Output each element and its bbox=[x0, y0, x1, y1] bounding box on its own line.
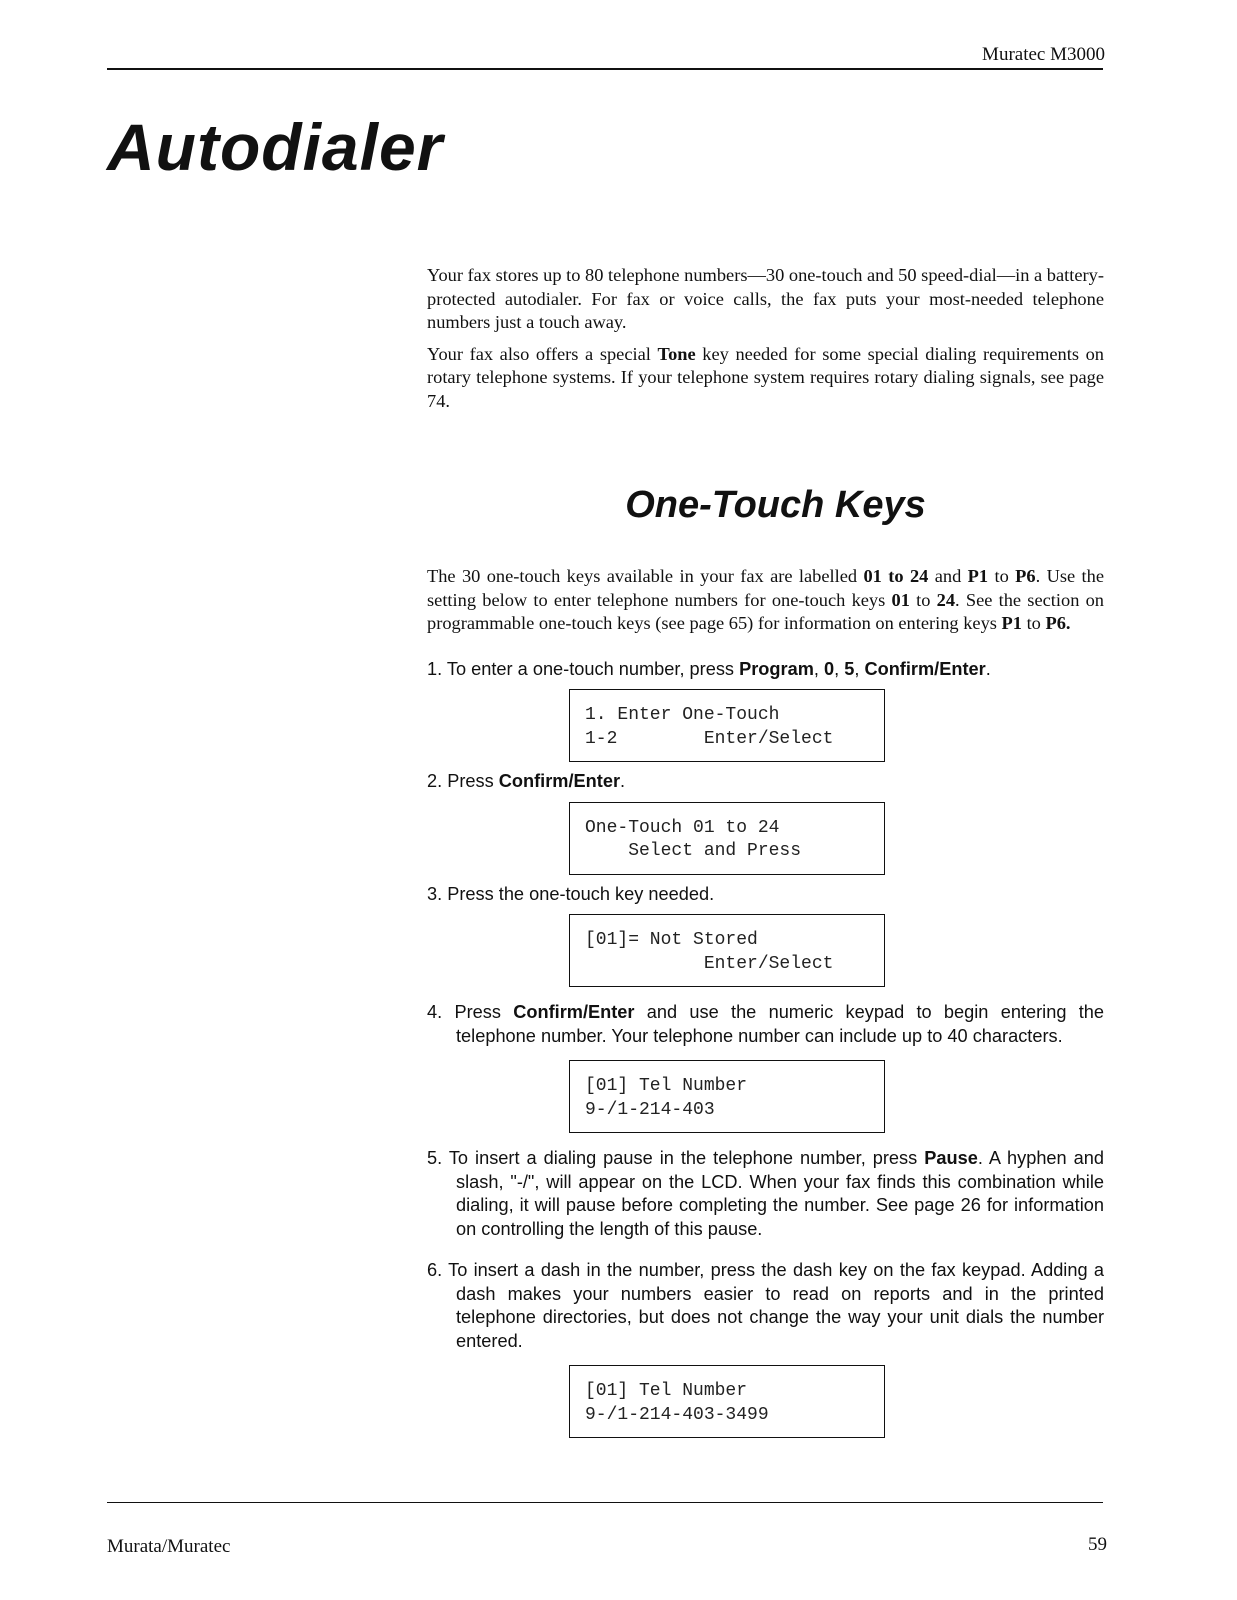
lcd-line: 9-/1-214-403 bbox=[585, 1099, 715, 1120]
lcd-line: 9-/1-214-403-3499 bbox=[585, 1404, 769, 1425]
section-title: One-Touch Keys bbox=[625, 484, 926, 526]
section-paragraph: The 30 one-touch keys available in your fax are labelled 01 to 24 and P1 to P6. Use the setting below to enter telephone numbers for one-touch keys 01 to 24. See the section on programmable one-touch keys (see page 65) for information on entering keys P1 to P6. bbox=[427, 566, 1105, 633]
lcd-display-3 bbox=[569, 914, 885, 987]
page-number: 59 bbox=[1088, 1534, 1107, 1555]
step-5: 5. To insert a dialing pause in the telephone number, press Pause. A hyphen and slash, "-/", will appear on the LCD. When your fax finds this combination while dialing, it will pause before completing the number. See page 26 for information on controlling the length of this pause. bbox=[427, 1148, 1104, 1239]
step-3: 3. Press the one-touch key needed. bbox=[427, 883, 715, 904]
lcd-line: One-Touch 01 to 24 bbox=[585, 817, 780, 838]
lcd-line: Enter/Select bbox=[585, 953, 834, 974]
lcd-line: [01] Tel Number bbox=[585, 1381, 748, 1401]
lcd-display-1 bbox=[569, 689, 885, 762]
step-1: 1. To enter a one-touch number, press Program, 0, 5, Confirm/Enter. bbox=[427, 658, 991, 679]
footer-brand: Murata/Muratec bbox=[107, 1536, 231, 1557]
step-6: 6. To insert a dash in the number, press the dash key on the fax keypad. Adding a dash makes your numbers easier to read on reports and in the printed telephone directories, but does not change the way your unit dials the number entered. bbox=[427, 1260, 1104, 1351]
lcd-line: Select and Press bbox=[585, 841, 802, 861]
lcd-display-4 bbox=[569, 1060, 885, 1133]
lcd-display-2 bbox=[569, 802, 885, 875]
lcd-line: [01] Tel Number bbox=[585, 1076, 748, 1096]
intro-paragraph-2: Your fax also offers a special Tone key needed for some special dialing requirements on rotary telephone systems. If your telephone system requires rotary dialing signals, see page 74. bbox=[427, 343, 1104, 411]
lcd-line: 1. Enter One-Touch bbox=[585, 705, 780, 725]
intro-paragraph-1: Your fax stores up to 80 telephone numbers—30 one-touch and 50 speed-dial—in a battery-protected autodialer. For fax or voice calls, the fax puts your most-needed telephone numbers just a touch away. bbox=[427, 265, 1104, 332]
lcd-line: 1-2 Enter/Select bbox=[585, 728, 834, 749]
chapter-title: Autodialer bbox=[107, 110, 444, 184]
step-4: 4. Press Confirm/Enter and use the numeric keypad to begin entering the telephone number. Your telephone number can include up to 40 characters. bbox=[427, 1002, 1104, 1046]
header-rule bbox=[107, 68, 1103, 70]
tone-key-label: Tone bbox=[657, 343, 696, 364]
main-content bbox=[427, 264, 1104, 1446]
footer-rule bbox=[107, 1502, 1103, 1503]
running-header: Muratec M3000 bbox=[982, 44, 1105, 65]
step-2: 2. Press Confirm/Enter. bbox=[427, 771, 626, 791]
lcd-display-5 bbox=[569, 1365, 885, 1438]
lcd-line: [01]= Not Stored bbox=[585, 930, 758, 950]
